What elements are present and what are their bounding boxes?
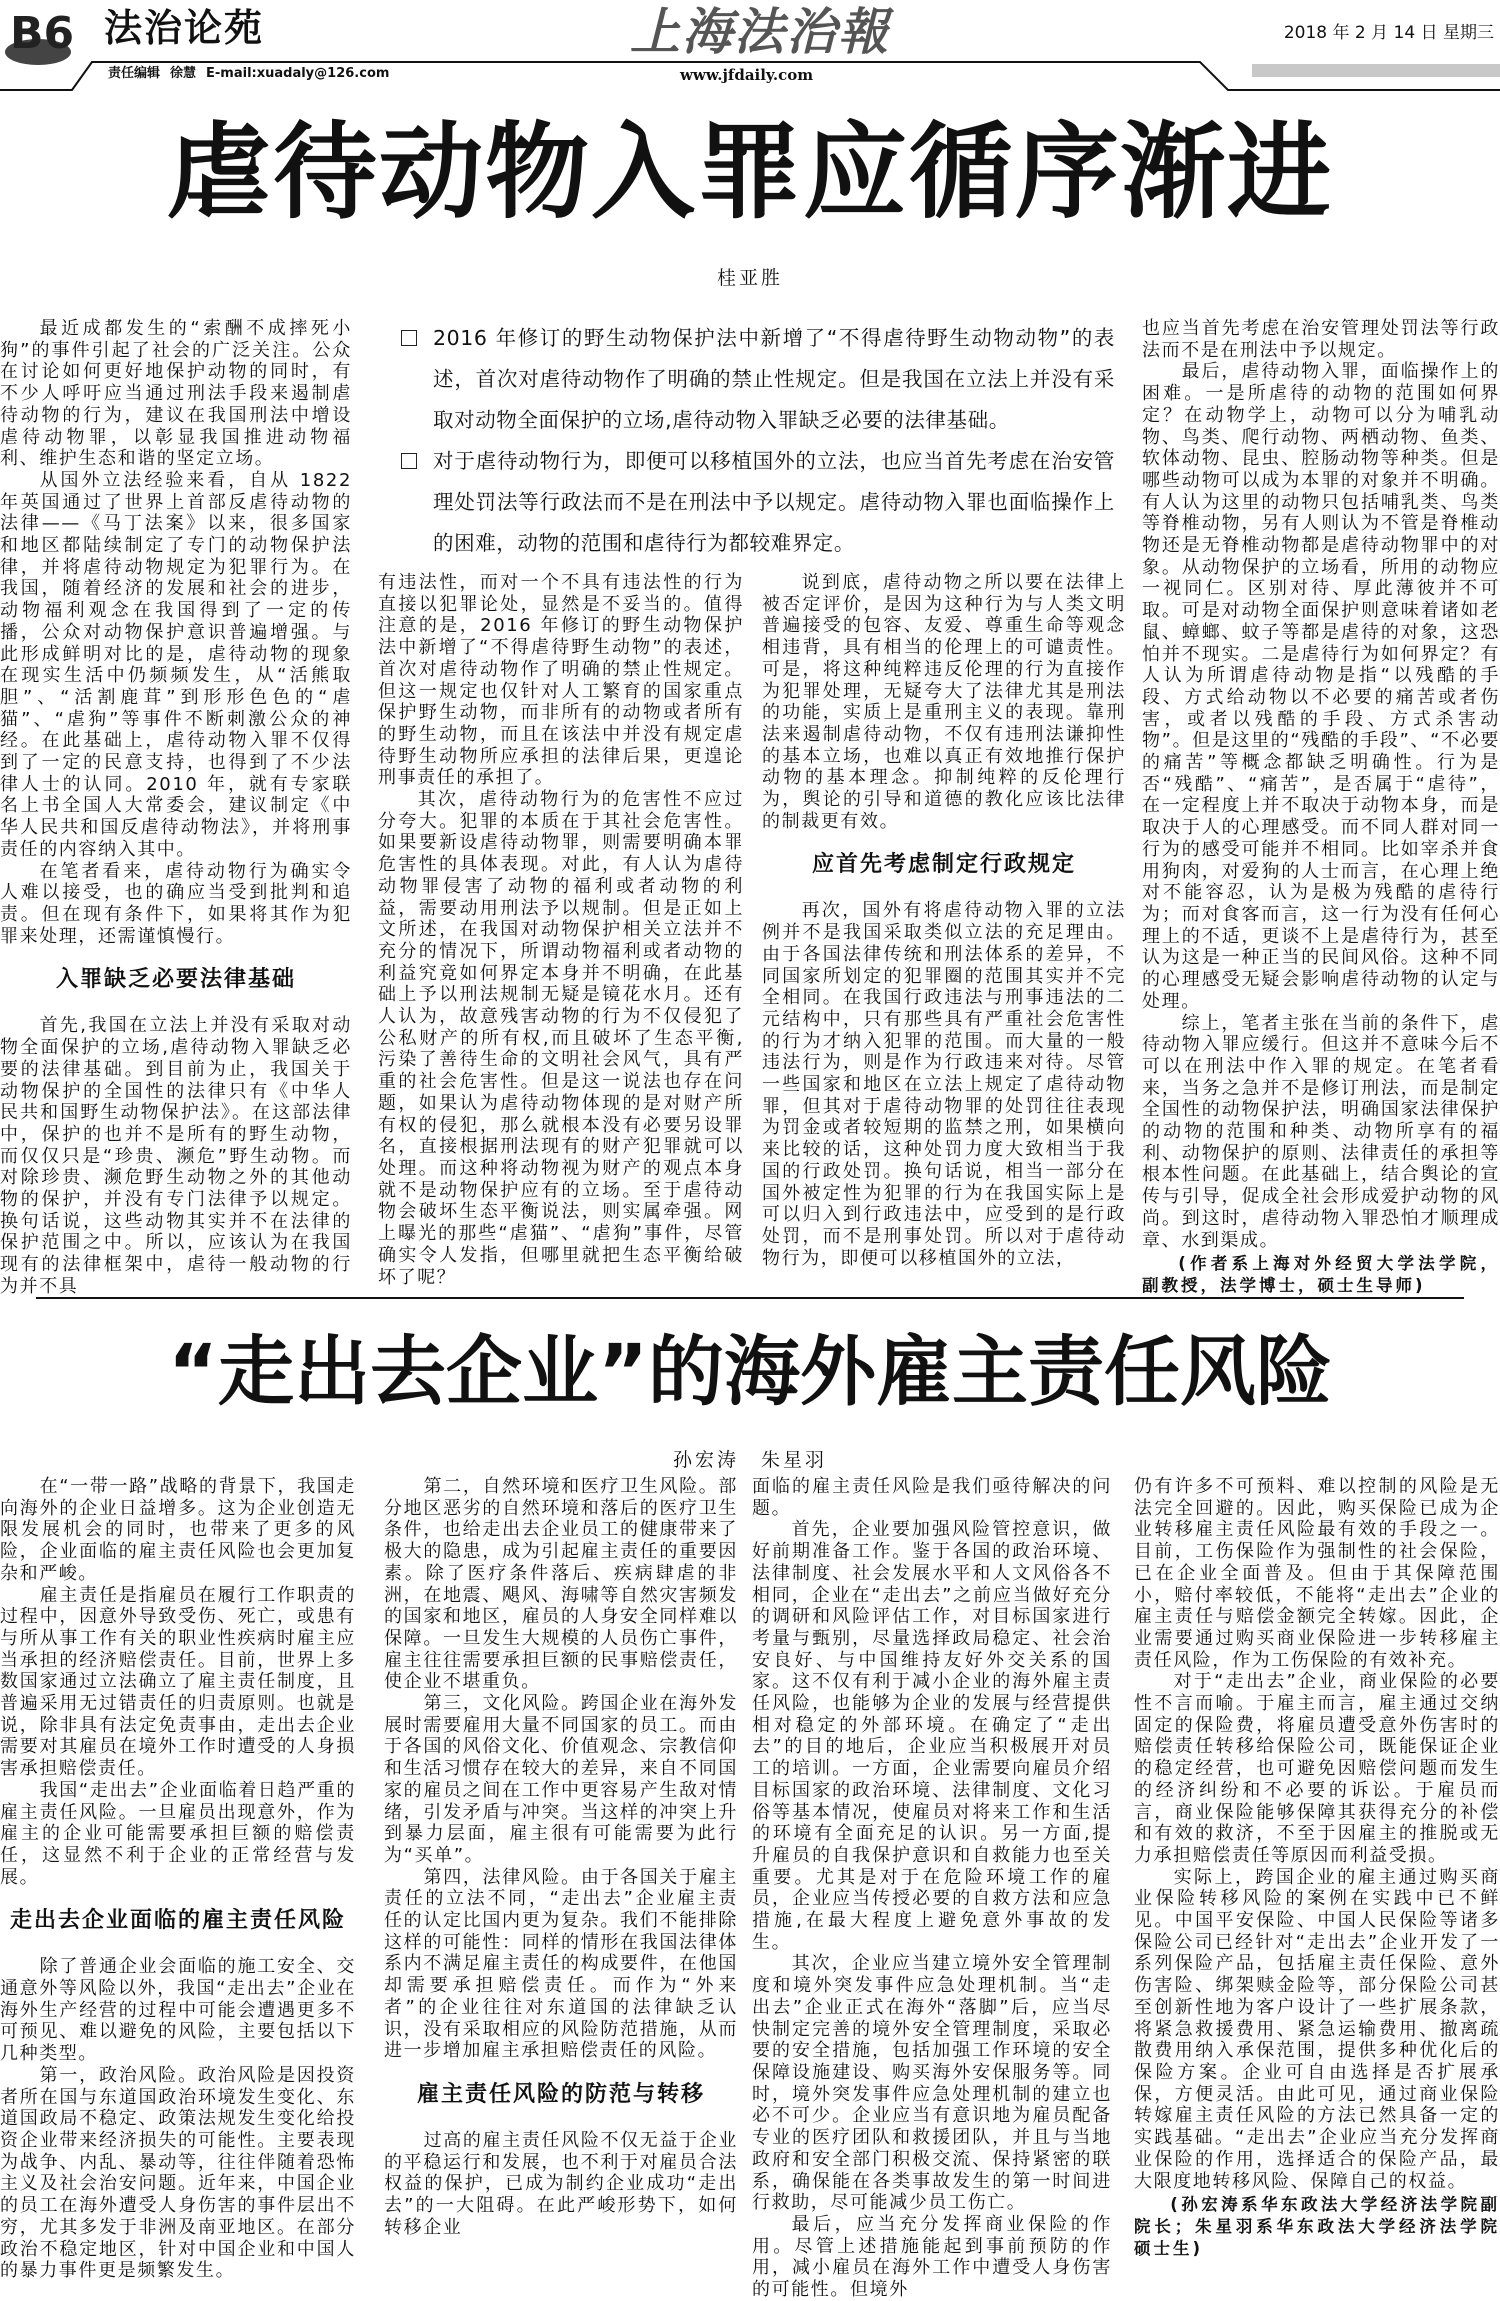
pull-quote-text: 对于虐待动物行为，即便可以移植国外的立法，也应当首先考虑在治安管理处罚法等行政法而不是在刑法中予以规定。虐待动物入罪也面临操作上的困难，动物的范围和虐待行为都较难界定。 xyxy=(433,449,1115,555)
article-byline: 桂亚胜 xyxy=(716,267,783,289)
body-paragraph: 过高的雇主责任风险不仅无益于企业的平稳运行和发展，也不利于对雇员合法权益的保护，已成为制约企业成功“走出去”的一大阻碍。在此严峻形势下，如何转移企业 xyxy=(384,2129,738,2238)
body-paragraph: 其次，企业应当建立境外安全管理制度和境外突发事件应急处理机制。当“走出去”企业正式在海外“落脚”后，应当尽快制定完善的境外安全管理制度，采取必要的安全措施，包括加强工作环境的安全保障设施建设、购买海外安保服务等。同时，境外突发事件应急处理机制的建立也必不可少。企业应当有意识地为雇员配备专业的医疗团队和救援团队，并且与当地政府和安全部门积极交流、保持紧密的联系，确保能在各类事故发生的第一时间进行救助，尽可能减少员工伤亡。 xyxy=(752,1953,1112,2214)
body-paragraph: 说到底，虐待动物之所以要在法律上被否定评价，是因为这种行为与人类文明普遍接受的包容、友爱、尊重生命等观念相违背，具有相当的伦理上的可谴责性。可是，将这种纯粹违反伦理的行为直接作为犯罪处理，无疑夸大了法律尤其是刑法的功能，实质上是重刑主义的表现。靠刑法来遏制虐待动物，不仅有违刑法谦抑性的基本立场，也难以真正有效地推行保护动物的基本理念。抑制纯粹的反伦理行为，舆论的引导和道德的教化应该比法律的制裁更有效。 xyxy=(762,572,1126,832)
body-paragraph: 我国“走出去”企业面临着日趋严重的雇主责任风险。一旦雇员出现意外，作为雇主的企业可能需要承担巨额的赔偿责任，这显然不利于企业的正常经营与发展。 xyxy=(0,1779,356,1888)
pull-quote-box xyxy=(395,318,1115,564)
body-paragraph: 仍有许多不可预料、难以控制的风险是无法完全回避的。因此，购买保险已成为企业转移雇主责任风险最有效的手段之一。目前，工伤保险作为强制性的社会保险，已在企业全面普及。但由于其保障范围小，赔付率较低，不能将“走出去”企业的雇主责任与赔偿金额完全转嫁。因此，企业需要通过购买商业保险进一步转移雇主责任风险，作为工伤保险的有效补充。 xyxy=(1134,1476,1500,1671)
body-paragraph: 第一，政治风险。政治风险是因投资者所在国与东道国政治环境发生变化、东道国政局不稳定、政策法规发生变化给投资企业带来经济损失的可能性。主要表现为战争、内乱、暴动等，往往伴随着恐怖主义及社会治安问题。近年来，中国企业的员工在海外遭受人身伤害的事件层出不穷，尤其多发于非洲及南亚地区。在部分政治不稳定地区，针对中国企业和中国人的暴力事件更是频繁发生。 xyxy=(0,2064,356,2282)
section-heading: 走出去企业面临的雇主责任风险 xyxy=(9,1908,346,1934)
section-name: 法治论苑 xyxy=(104,6,265,50)
body-paragraph: 在笔者看来，虐待动物行为确实令人难以接受，也的确应当受到批判和追责。但在现有条件下，如果将其作为犯罪来处理，还需谨慎慢行。 xyxy=(0,860,352,947)
body-paragraph: 最近成都发生的“索酬不成摔死小狗”的事件引起了社会的广泛关注。公众在讨论如何更好地保护动物的同时，有不少人呼吁应当通过刑法手段来遏制虐待动物的行为，建议在我国刑法中增设虐待动物罪，以彰显我国推进动物福利、维护生态和谐的坚定立场。 xyxy=(0,318,352,470)
body-paragraph: 第二，自然环境和医疗卫生风险。部分地区恶劣的自然环境和落后的医疗卫生条件，也给走出去企业员工的健康带来了极大的隐患，成为引起雇主责任的重要因素。除了医疗条件落后、疾病肆虐的非洲，在地震、飓风、海啸等自然灾害频发的国家和地区，雇员的人身安全同样难以保障。一旦发生大规模的人员伤亡事件，雇主往往需要承担巨额的民事赔偿责任，使企业不堪重负。 xyxy=(384,1476,738,1693)
article-headline: “走出去企业”的海外雇主责任风险 xyxy=(168,1327,1332,1416)
body-paragraph: 对于“走出去”企业，商业保险的必要性不言而喻。于雇主而言，雇主通过交纳固定的保险费，将雇员遭受意外伤害时的赔偿责任转移给保险公司，既能保证企业的稳定经营，也可避免因赔偿问题而发生的经济纠纷和不必要的诉讼。于雇员而言，商业保险能够保障其获得充分的补偿和有效的救济，不至于因雇主的推脱或无力承担赔偿责任等原因而利益受损。 xyxy=(1134,1671,1500,1866)
body-paragraph: 综上，笔者主张在当前的条件下，虐待动物入罪应缓行。但这并不意味今后不可以在刑法中作入罪的规定。在笔者看来，当务之急并不是修订刑法，而是制定全国性的动物保护法，明确国家法律保护的动物的范围和种类、动物所享有的福利、动物保护的原则、法律责任的承担等根本性问题。在此基础上，结合舆论的宣传与引导，促成全社会形成爱护动物的风尚。到这时，虐待动物入罪恐怕才顺理成章、水到渠成。 xyxy=(1142,1012,1500,1251)
editor-email[interactable]: E-mail:xuadaly@126.com xyxy=(206,66,390,81)
body-paragraph: 第四，法律风险。由于各国关于雇主责任的立法不同，“走出去”企业雇主责任的认定比国内更为复杂。我们不能排除这样的可能性：同样的情形在我国法律体系内不满足雇主责任的构成要件，在他国却需要承担赔偿责任。而作为“外来者”的企业往往对东道国的法律缺乏认识，没有采取相应的风险防范措施，从而进一步增加雇主承担赔偿责任的风险。 xyxy=(384,1866,738,2062)
editor-label: 责任编辑 xyxy=(108,66,161,81)
article-column xyxy=(762,572,1126,1269)
newspaper-masthead-logo: 上海法治報 xyxy=(630,2,890,61)
body-paragraph: 第三，文化风险。跨国企业在海外发展时需要雇用大量不同国家的员工。而由于各国的风俗文化、价值观念、宗教信仰和生活习惯存在较大的差异，来自不同国家的雇员之间在工作中更容易产生敌对情绪，引发矛盾与冲突。当这样的冲突上升到暴力层面，雇主很有可能需要为此行为“买单”。 xyxy=(384,1693,738,1866)
article-column xyxy=(0,1476,356,2282)
section-heading: 应首先考虑制定行政规定 xyxy=(811,852,1076,878)
editor-name: 徐慧 xyxy=(170,66,197,81)
square-bullet-icon xyxy=(401,330,417,346)
article-column xyxy=(384,1476,738,2239)
body-paragraph: 最后，应当充分发挥商业保险的作用。尽管上述措施能起到事前预防的作用，减小雇员在海外工作中遭受人身伤害的可能性。但境外 xyxy=(752,2213,1112,2301)
author-note: (孙宏涛系华东政法大学经济法学院副院长；朱星羽系华东政法大学经济法学院硕士生) xyxy=(1134,2195,1500,2259)
page-badge-label: B6 xyxy=(10,8,74,59)
section-heading: 雇主责任风险的防范与转移 xyxy=(416,2081,705,2107)
body-paragraph: 再次，国外有将虐待动物入罪的立法例并不是我国采取类似立法的充足理由。由于各国法律传统和刑法体系的差异，不同国家所划定的犯罪圈的范围其实并不完全相同。在我国行政违法与刑事违法的二元结构中，只有那些具有严重社会危害性的行为才纳入犯罪的范围。而大量的一般违法行为，则是作为行政违来对待。尽管一些国家和地区在立法上规定了虐待动物罪，但其对于虐待动物罪的处罚往往表现为罚金或者较短期的监禁之刑，如果横向来比较的话，这种处罚力度大致相当于我国的行政处罚。换句话说，相当一部分在国外被定性为犯罪的行为在我国实际上是可以归入到行政违法中，应受到的是行政处罚，而不是刑事处罚。所以对于虐待动物行为，即便可以移植国外的立法， xyxy=(762,900,1126,1269)
body-paragraph: 在“一带一路”战略的背景下，我国走向海外的企业日益增多。这为企业创造无限发展机会的同时，也带来了更多的风险，企业面临的雇主责任风险也会更加复杂和严峻。 xyxy=(0,1476,356,1584)
body-paragraph: 首先,我国在立法上并没有采取对动物全面保护的立场,虐待动物入罪缺乏必要的法律基础。到目前为止，我国关于动物保护的全国性的法律只有《中华人民共和国野生动物保护法》。在这部法律中，保护的也并不是所有的野生动物，而仅仅只是“珍贵、濒危”野生动物。而对除珍贵、濒危野生动物之外的其他动物的保护，并没有专门法律予以规定。换句话说，这些动物其实并不在法律的保护范围之中。所以，应该认为在我国现有的法律框架中，虐待一般动物的行为并不具 xyxy=(0,1015,352,1297)
section-heading: 入罪缺乏必要法律基础 xyxy=(55,967,296,993)
body-paragraph: 实际上，跨国企业的雇主通过购买商业保险转移风险的案例在实践中已不鲜见。中国平安保险、中国人民保险等诸多保险公司已经针对“走出去”企业开发了一系列保险产品，包括雇主责任保险、意外伤害险、绑架赎金险等，部分保险公司甚至创新性地为客户设计了一些扩展条款，将紧急救援费用、紧急运输费用、撤离疏散费用纳入承保范围，提供多种优化后的保险方案。企业可自由选择是否扩展承保，方便灵活。由此可见，通过商业保险转嫁雇主责任风险的方法已然具备一定的实践基础。“走出去”企业应当充分发挥商业保险的作用，选择适合的保险产品，最大限度地转移风险、保障自己的权益。 xyxy=(1134,1866,1500,2192)
pull-quote-text: 2016 年修订的野生动物保护法中新增了“不得虐待野生动物动物”的表述，首次对虐待动物作了明确的禁止性规定。但是我国在立法上并没有采取对动物全面保护的立场,虐待动物入罪缺乏必要的法律基础。 xyxy=(433,326,1115,432)
body-paragraph: 其次，虐待动物行为的危害性不应过分夸大。犯罪的本质在于其社会危害性。如果要新设虐待动物罪，则需要明确本罪危害性的具体表现。对此，有人认为虐待动物罪侵害了动物的福利或者动物的利益，需要动用刑法予以规制。但是正如上文所述，在我国对动物保护相关立法并不充分的情况下，所谓动物福利或者动物的利益究竟如何界定本身并不明确，在此基础上予以刑法规制无疑是镜花水月。还有人认为，故意残害动物的行为不仅侵犯了公私财产的所有权,而且破坏了生态平衡,污染了善待生命的文明社会风气，具有严重的社会危害性。但是这一说法也存在问题，如果认为虐待动物体现的是对财产所有权的侵犯，那么就根本没有必要另设罪名，直接根据刑法现有的财产犯罪就可以处理。而这种将动物视为财产的观点本身就不是动物保护应有的立场。至于虐待动物会破坏生态平衡说法，则实属牵强。网上曝光的那些“虐猫”、“虐狗”事件，尽管确实令人发指，但哪里就把生态平衡给破坏了呢？ xyxy=(378,789,744,1288)
body-paragraph: 从国外立法经验来看，自从 1822 年英国通过了世界上首部反虐待动物的法律——《马丁法案》以来，很多国家和地区都陆续制定了专门的动物保护法律，并将虐待动物规定为犯罪行为。在我国，随着经济的发展和社会的进步，动物福利观念在我国得到了一定的传播，公众对动物保护意识普遍增强。与此形成鲜明对比的是，虐待动物的现象在现实生活中仍频频发生，从“活熊取胆”、“活割鹿茸”到形形色色的“虐猫”、“虐狗”等事件不断刺激公众的神经。在此基础上，虐待动物入罪不仅得到了一定的民意支持，也得到了不少法律人士的认同。2010 年，就有专家联名上书全国人大常委会，建议制定《中华人民共和国反虐待动物法》，并将刑事责任的内容纳入其中。 xyxy=(0,469,352,860)
article-byline: 孙宏涛 朱星羽 xyxy=(672,1449,827,1471)
article-separator-rule xyxy=(36,1297,1464,1299)
pull-quote-item xyxy=(395,318,1115,441)
body-paragraph: 也应当首先考虑在治安管理处罚法等行政法而不是在刑法中予以规定。 xyxy=(1142,318,1500,361)
editor-credit xyxy=(108,66,399,82)
article-headline: 虐待动物入罪应循序渐进 xyxy=(166,111,1333,233)
body-paragraph: 有违法性，而对一个不具有违法性的行为直接以犯罪论处，显然是不妥当的。值得注意的是，2016 年修订的野生动物保护法中新增了“不得虐待野生动物”的表述，首次对虐待动物作了明确的禁止性规定。但这一规定也仅针对人工繁育的国家重点保护野生动物，而非所有的动物或者所有的野生动物，而且在该法中并没有规定虐待野生动物所应承担的法律后果，更遑论刑事责任的承担了。 xyxy=(378,572,744,789)
article-column xyxy=(752,1476,1112,2301)
square-bullet-icon xyxy=(401,453,417,469)
article-column xyxy=(0,318,352,1298)
article-column xyxy=(1142,318,1500,1297)
body-paragraph: 首先，企业要加强风险管控意识，做好前期准备工作。鉴于各国的政治环境、法律制度、社会发展水平和人文风俗各不相同，企业在“走出去”之前应当做好充分的调研和风险评估工作，对目标国家进行考量与甄别，尽量选择政局稳定、社会治安良好、与中国维持友好外交关系的国家。这不仅有利于减小企业的海外雇主责任风险，也能够为企业的发展与经营提供相对稳定的外部环境。在确定了“走出去”的目的地后，企业应当积极展开对员工的培训。一方面，企业需要向雇员介绍目标国家的政治环境、法律制度、文化习俗等基本情况，使雇员对将来工作和生活的环境有全面充足的认识。另一方面,提升雇员的自我保护意识和自救能力也至关重要。尤其是对于在危险环境工作的雇员，企业应当传授必要的自救方法和应急措施,在最大程度上避免意外事故的发生。 xyxy=(752,1519,1112,1953)
pull-quote-item xyxy=(395,441,1115,564)
page-badge xyxy=(4,4,74,66)
author-note: (作者系上海对外经贸大学法学院，副教授，法学博士，硕士生导师) xyxy=(1142,1254,1500,1296)
body-paragraph: 最后，虐待动物入罪，面临操作上的困难。一是所虐待的动物的范围如何界定？在动物学上，动物可以分为哺乳动物、鸟类、爬行动物、两栖动物、鱼类、软体动物、昆虫、腔肠动物等种类。但是哪些动物可以成为本罪的对象并不明确。有人认为这里的动物只包括哺乳类、鸟类等脊椎动物，另有人则认为不管是脊椎动物还是无脊椎动物都是虐待动物罪中的对象。从动物保护的立场看，所用的动物应一视同仁。区别对待、厚此薄彼并不可取。可是对动物全面保护则意味着诸如老鼠、蟑螂、蚊子等都是虐待的对象，这恐怕并不现实。二是虐待行为如何界定？有人认为所谓虐待动物是指“以残酷的手段、方式给动物以不必要的痛苦或者伤害，或者以残酷的手段、方式杀害动物”。但是这里的“残酷的手段”、“不必要的痛苦”等概念都缺乏明确性。行为是否“残酷”、“痛苦”，是否属于“虐待”，在一定程度上并不取决于动物本身，而是取决于人的心理感受。而不同人群对同一行为的感受可能并不相同。比如宰杀并食用狗肉，对爱狗的人士而言，在心理上绝对不能容忍，认为是极为残酷的虐待行为；而对食客而言，这一行为没有任何心理上的不适，更谈不上是虐待行为，甚至认为这是一种正当的民间风俗。这种不同的心理感受无疑会影响虐待动物的认定与处理。 xyxy=(1142,361,1500,1012)
article-column xyxy=(1134,1476,1500,2260)
site-url-link[interactable]: www.jfdaily.com xyxy=(680,66,814,84)
body-paragraph: 除了普通企业会面临的施工安全、交通意外等风险以外，我国“走出去”企业在海外生产经营的过程中可能会遭遇更多不可预见、难以避免的风险，主要包括以下几种类型。 xyxy=(0,1956,356,2065)
body-paragraph: 面临的雇主责任风险是我们亟待解决的问题。 xyxy=(752,1476,1112,1519)
article-column xyxy=(378,572,744,1288)
issue-date: 2018 年 2 月 14 日 星期三 xyxy=(1283,23,1494,43)
body-paragraph: 雇主责任是指雇员在履行工作职责的过程中，因意外导致受伤、死亡，或患有与所从事工作有关的职业性疾病时雇主应当承担的经济赔偿责任。目前，世界上多数国家通过立法确立了雇主责任制度，且普遍采用无过错责任的归责原则。也就是说，除非具有法定免责事由，走出去企业需要对其雇员在境外工作时遭受的人身损害承担赔偿责任。 xyxy=(0,1584,356,1780)
